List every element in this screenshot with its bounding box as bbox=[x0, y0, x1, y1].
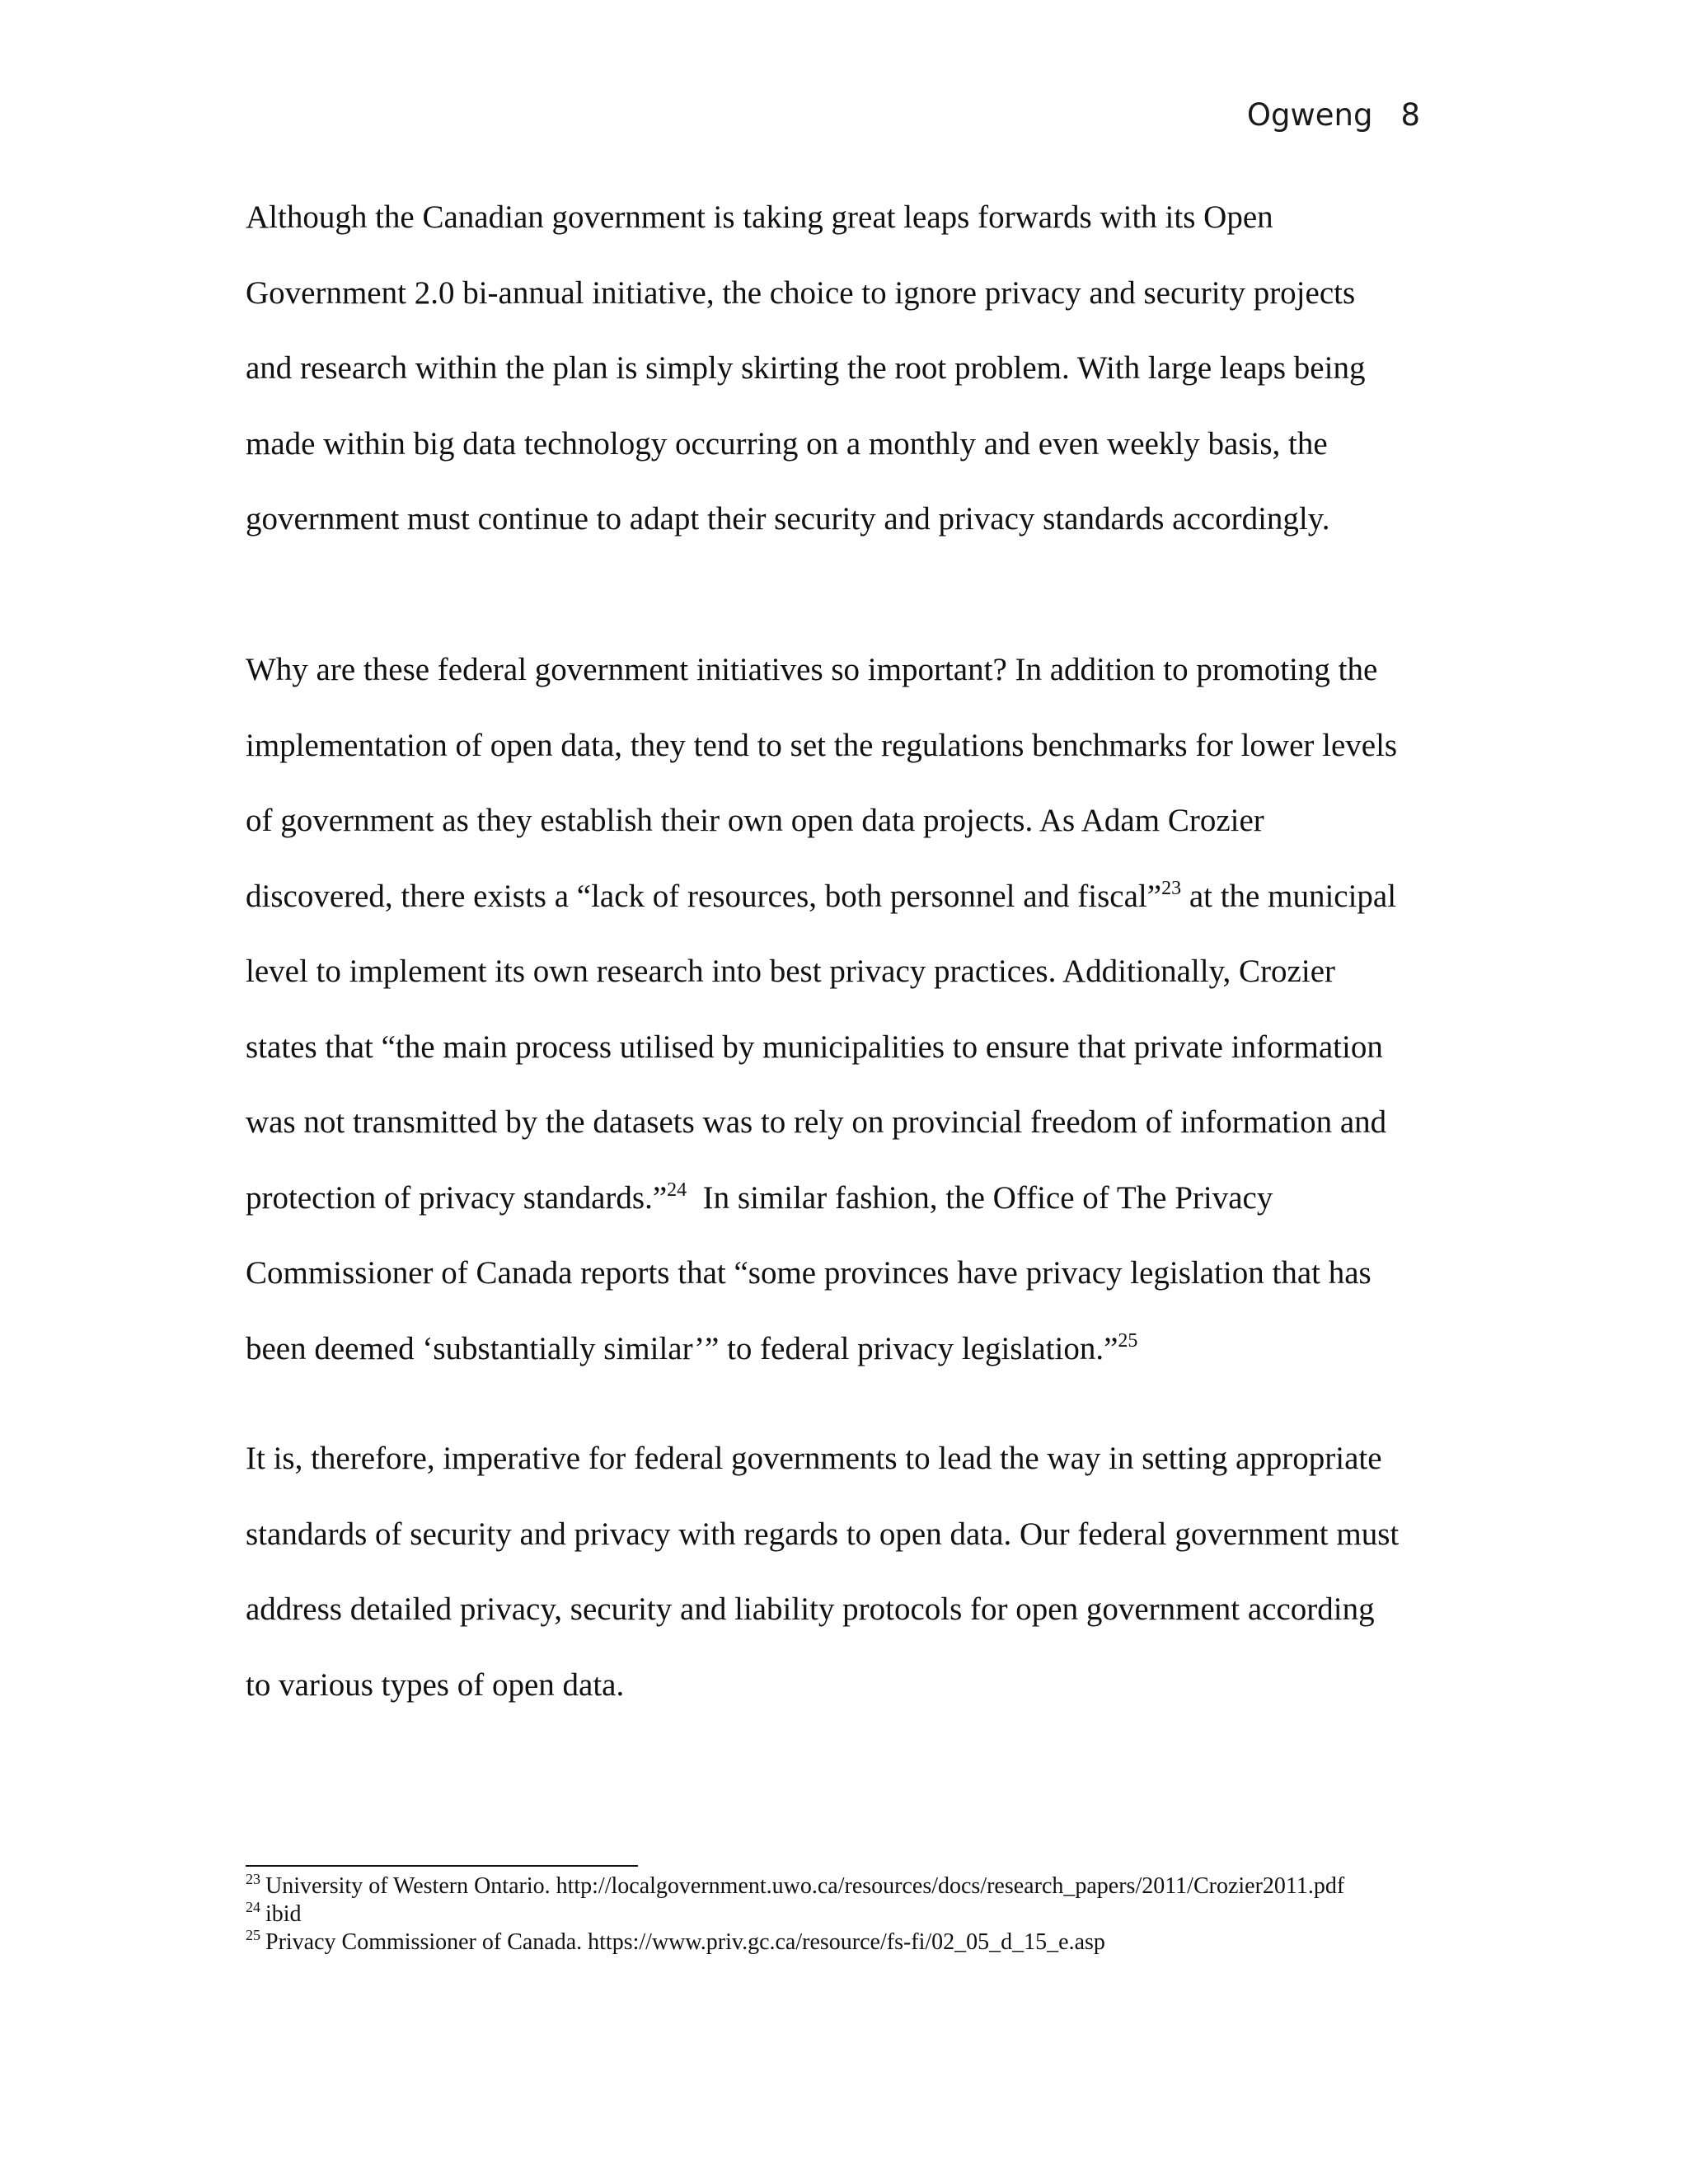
footnote-number: 23 bbox=[246, 1871, 260, 1887]
header-author: Ogweng bbox=[1246, 97, 1373, 133]
footnote-reference[interactable]: 23 bbox=[1161, 877, 1182, 899]
text-line: standards of security and privacy with regards to open data. Our federal government must bbox=[246, 1516, 1400, 1552]
footnote-reference[interactable]: 25 bbox=[1118, 1329, 1138, 1352]
text-line: Why are these federal government initiatives so important? In addition to promoting the bbox=[246, 652, 1378, 687]
footnote bbox=[246, 1929, 1449, 1957]
text-line: implementation of open data, they tend to set the regulations benchmarks for lower levels bbox=[246, 727, 1398, 763]
text-line: Government 2.0 bi-annual initiative, the choice to ignore privacy and security projects bbox=[246, 274, 1356, 311]
text-segment: discovered, there exists a “lack of resources, both personnel and fiscal” bbox=[246, 878, 1162, 914]
footnote-divider bbox=[246, 1865, 638, 1867]
footnote-number: 25 bbox=[246, 1927, 260, 1943]
text-line bbox=[246, 859, 1432, 935]
text-segment: protection of privacy standards.” bbox=[246, 1179, 668, 1216]
text-line: It is, therefore, imperative for federal governments to lead the way in setting appropriate bbox=[246, 1441, 1382, 1476]
running-header bbox=[1247, 97, 1420, 133]
text-line bbox=[246, 1160, 1432, 1236]
footnotes bbox=[246, 1872, 1449, 1957]
text-line: address detailed privacy, security and liability protocols for open government according bbox=[246, 1591, 1375, 1627]
text-line: to various types of open data. bbox=[246, 1666, 625, 1703]
text-line: and research within the plan is simply skirting the root problem. With large leaps being bbox=[246, 350, 1366, 386]
footnote-text[interactable]: Privacy Commissioner of Canada. https://www.priv.gc.ca/resource/fs-fi/02_05_d_15_e.asp bbox=[265, 1929, 1105, 1955]
footnote bbox=[246, 1872, 1449, 1900]
paragraph bbox=[246, 1421, 1432, 1722]
text-line: level to implement its own research into best privacy practices. Additionally, Crozier bbox=[246, 954, 1336, 989]
footnote-text: ibid bbox=[265, 1901, 302, 1927]
footnote bbox=[246, 1900, 1449, 1929]
text-line: government must continue to adapt their security and privacy standards accordingly. bbox=[246, 501, 1330, 537]
text-segment: been deemed ‘substantially similar’” to federal privacy legislation.” bbox=[246, 1330, 1118, 1366]
text-line bbox=[246, 1311, 1432, 1387]
text-line: states that “the main process utilised by municipalities to ensure that private information bbox=[246, 1029, 1383, 1065]
footnote-number: 24 bbox=[246, 1899, 260, 1915]
paragraph bbox=[246, 632, 1432, 1386]
text-segment: In similar fashion, the Office of The Privacy bbox=[687, 1179, 1273, 1216]
text-line: was not transmitted by the datasets was to rely on provincial freedom of information and bbox=[246, 1104, 1387, 1140]
text-segment: at the municipal bbox=[1181, 878, 1397, 914]
text-line: Although the Canadian government is taking great leaps forwards with its Open bbox=[246, 199, 1273, 235]
text-line: Commissioner of Canada reports that “some provinces have privacy legislation that has bbox=[246, 1255, 1372, 1291]
footnote-text[interactable]: University of Western Ontario. http://localgovernment.uwo.ca/resources/docs/research_papers/2011/Crozier2011.pdf bbox=[265, 1873, 1345, 1899]
footnote-reference[interactable]: 24 bbox=[667, 1179, 687, 1201]
page-number: 8 bbox=[1400, 97, 1420, 133]
text-line: made within big data technology occurring on a monthly and even weekly basis, the bbox=[246, 425, 1328, 462]
text-line: of government as they establish their own open data projects. As Adam Crozier bbox=[246, 803, 1264, 838]
paragraph bbox=[246, 180, 1432, 557]
